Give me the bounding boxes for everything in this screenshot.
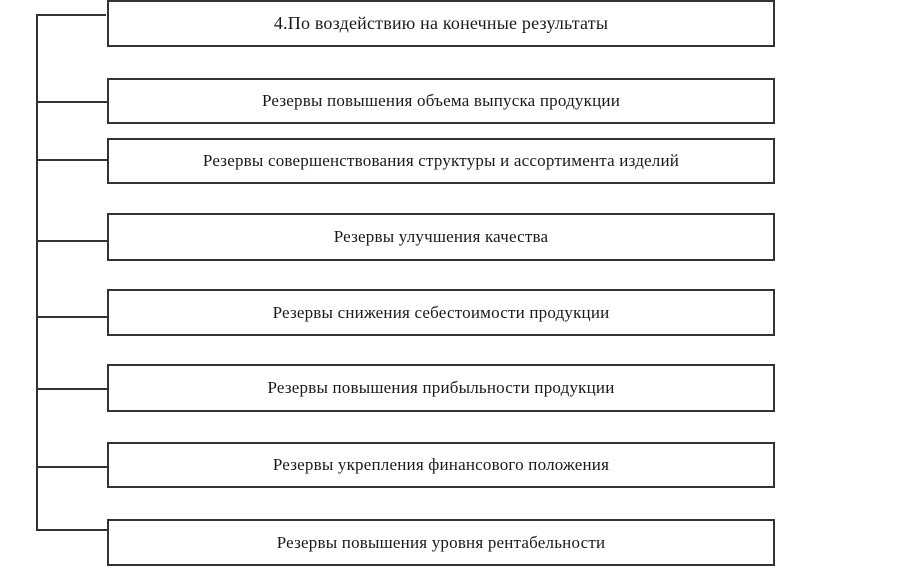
header-title: 4.По воздействию на конечные результаты (273, 13, 609, 33)
reserve-box-quality (107, 213, 775, 261)
header-box (107, 0, 775, 47)
top-connector-stub (36, 14, 106, 16)
reserve-box-financial-position (107, 442, 775, 488)
vertical-connector-line (36, 14, 38, 531)
branch-connector (36, 466, 108, 468)
reserve-label: Резервы улучшения качества (333, 227, 549, 246)
reserve-box-rentability (107, 519, 775, 566)
branch-connector (36, 388, 108, 390)
reserve-label: Резервы повышения уровня рентабельности (276, 532, 606, 552)
branch-connector (36, 529, 108, 531)
reserve-label: Резервы снижения себестоимости продукции (272, 302, 610, 322)
reserve-label: Резервы повышения прибыльности продукции (267, 378, 615, 397)
reserve-box-profitability (107, 364, 775, 412)
reserve-label: Резервы укрепления финансового положения (272, 455, 610, 474)
branch-connector (36, 240, 108, 242)
reserve-label: Резервы совершенствования структуры и ассортимента изделий (202, 151, 680, 170)
reserve-box-cost-reduction (107, 289, 775, 336)
branch-connector (36, 101, 108, 103)
branch-connector (36, 316, 108, 318)
reserve-box-structure-assortment (107, 138, 775, 184)
branch-connector (36, 159, 108, 161)
reserve-label: Резервы повышения объема выпуска продукции (262, 91, 620, 110)
reserve-box-output-volume (107, 78, 775, 124)
